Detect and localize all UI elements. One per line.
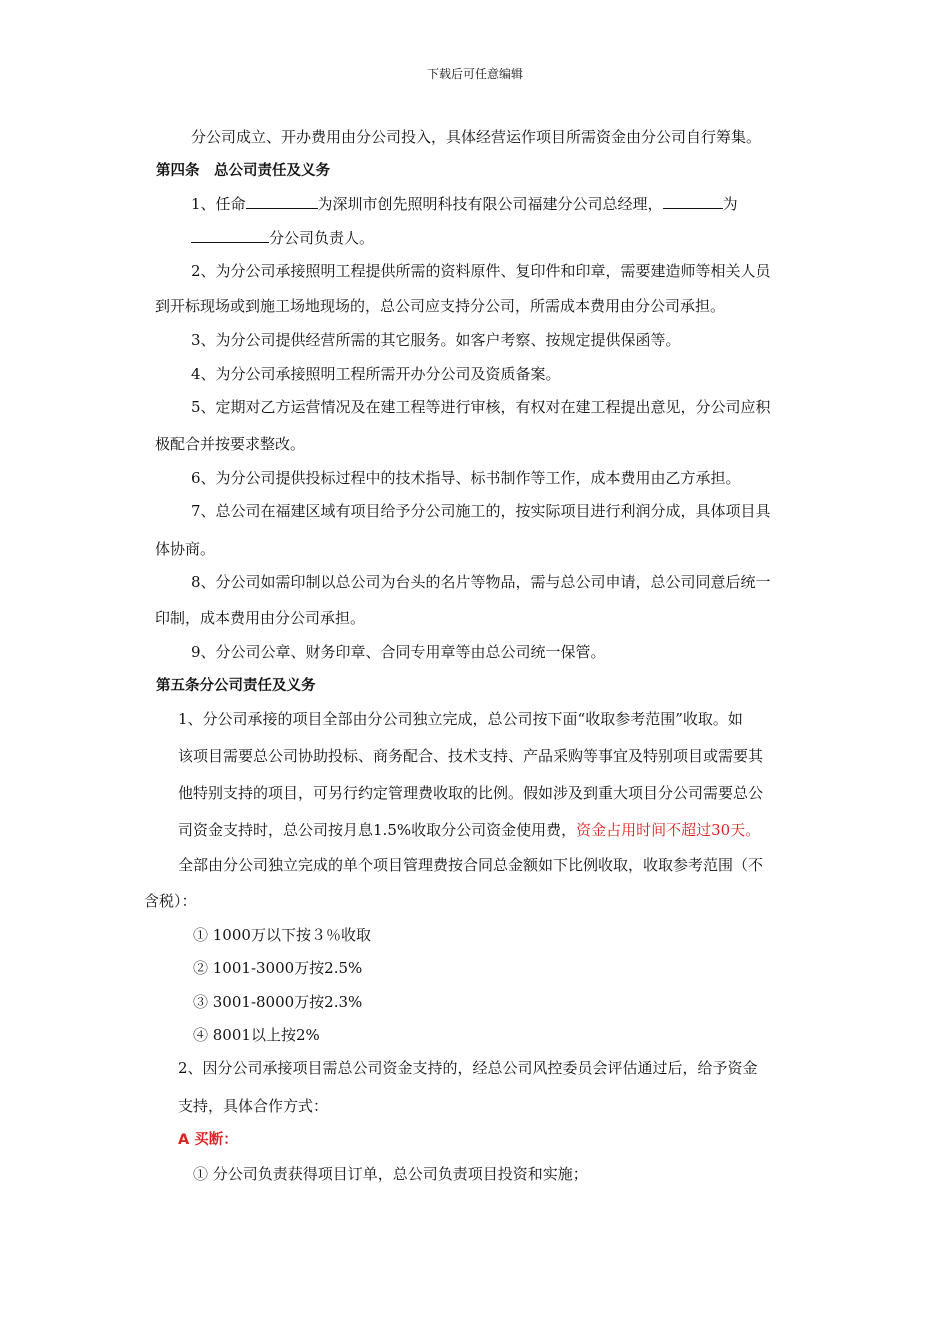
item-6: 6、为分公司提供投标过程中的技术指导、标书制作等工作，成本费用由乙方承担。 bbox=[191, 469, 741, 487]
blank-field bbox=[246, 193, 318, 209]
blank-field bbox=[191, 227, 269, 243]
option-a-item-1: ① 分公司负责获得项目订单，总公司负责项目投资和实施； bbox=[193, 1165, 588, 1183]
highlighted-text: 资金占用时间不超过30天。 bbox=[576, 821, 761, 839]
blank-field bbox=[663, 193, 723, 209]
item-8-line-2: 印制，成本费用由分公司承担。 bbox=[155, 609, 366, 627]
clause-1-line-3: 他特别支持的项目，可另行约定管理费收取的比例。假如涉及到重大项目分公司需要总公 bbox=[178, 784, 764, 802]
item-4: 4、为分公司承接照明工程所需开办分公司及资质备案。 bbox=[191, 365, 561, 383]
paragraph-line: 分公司成立、开办费用由分公司投入，具体经营运作项目所需资金由分公司自行筹集。 bbox=[191, 128, 762, 146]
clause-1-line-2: 该项目需要总公司协助投标、商务配合、技术支持、产品采购等事宜及特别项目或需要其 bbox=[178, 747, 764, 765]
clause-1-line-5: 全部由分公司独立完成的单个项目管理费按合同总金额如下比例收取，收取参考范围（不 bbox=[178, 856, 764, 874]
option-a-heading: A 买断： bbox=[178, 1132, 238, 1148]
clause-2-line-1: 2、因分公司承接项目需总公司资金支持的，经总公司风控委员会评估通过后，给予资金 bbox=[178, 1059, 758, 1077]
clause-1-text: 司资金支持时，总公司按月息1.5%收取分公司资金使用费， bbox=[178, 821, 577, 839]
item-7-line-1: 7、总公司在福建区域有项目给予分公司施工的，按实际项目进行利润分成，具体项目具 bbox=[191, 502, 771, 520]
item-1-suffix: 为 bbox=[722, 195, 738, 213]
item-8-line-1: 8、分公司如需印制以总公司为台头的名片等物品，需与总公司申请，总公司同意后统一 bbox=[191, 573, 771, 591]
item-1-middle: 为深圳市创先照明科技有限公司福建分公司总经理， bbox=[317, 195, 663, 213]
item-1-prefix: 1、任命 bbox=[191, 195, 246, 213]
item-7-line-2: 体协商。 bbox=[155, 540, 216, 558]
item-2-line-2: 到开标现场或到施工场地现场的，总公司应支持分公司，所需成本费用由分公司承担。 bbox=[155, 297, 726, 315]
clause-1-line-4 bbox=[178, 820, 760, 840]
rate-item-3: ③ 3001-8000万按2.3% bbox=[193, 993, 363, 1011]
clause-1-line-1: 1、分公司承接的项目全部由分公司独立完成，总公司按下面“收取参考范围”收取。如 bbox=[178, 710, 743, 728]
item-3: 3、为分公司提供经营所需的其它服务。如客户考察、按规定提供保函等。 bbox=[191, 331, 681, 349]
page-header: 下载后可任意编辑 bbox=[426, 67, 523, 81]
item-1-line bbox=[191, 193, 738, 214]
item-1-continuation: 分公司负责人。 bbox=[269, 229, 375, 247]
item-2-line-1: 2、为分公司承接照明工程提供所需的资料原件、复印件和印章，需要建造师等相关人员 bbox=[191, 262, 771, 280]
item-5-line-1: 5、定期对乙方运营情况及在建工程等进行审核，有权对在建工程提出意见，分公司应积 bbox=[191, 398, 771, 416]
rate-item-4: ④ 8001以上按2% bbox=[193, 1026, 320, 1044]
clause-1-line-6: 含税）： bbox=[144, 892, 197, 910]
rate-item-2: ② 1001-3000万按2.5% bbox=[193, 959, 363, 977]
item-5-line-2: 极配合并按要求整改。 bbox=[155, 435, 306, 453]
section-heading-4: 第四条 总公司责任及义务 bbox=[156, 163, 330, 179]
item-9: 9、分公司公章、财务印章、合同专用章等由总公司统一保管。 bbox=[191, 643, 606, 661]
rate-item-1: ① 1000万以下按３％收取 bbox=[193, 926, 371, 944]
section-heading-5: 第五条分公司责任及义务 bbox=[156, 678, 316, 694]
item-1-line-2 bbox=[191, 227, 374, 248]
clause-2-line-2: 支持，具体合作方式： bbox=[178, 1097, 329, 1115]
